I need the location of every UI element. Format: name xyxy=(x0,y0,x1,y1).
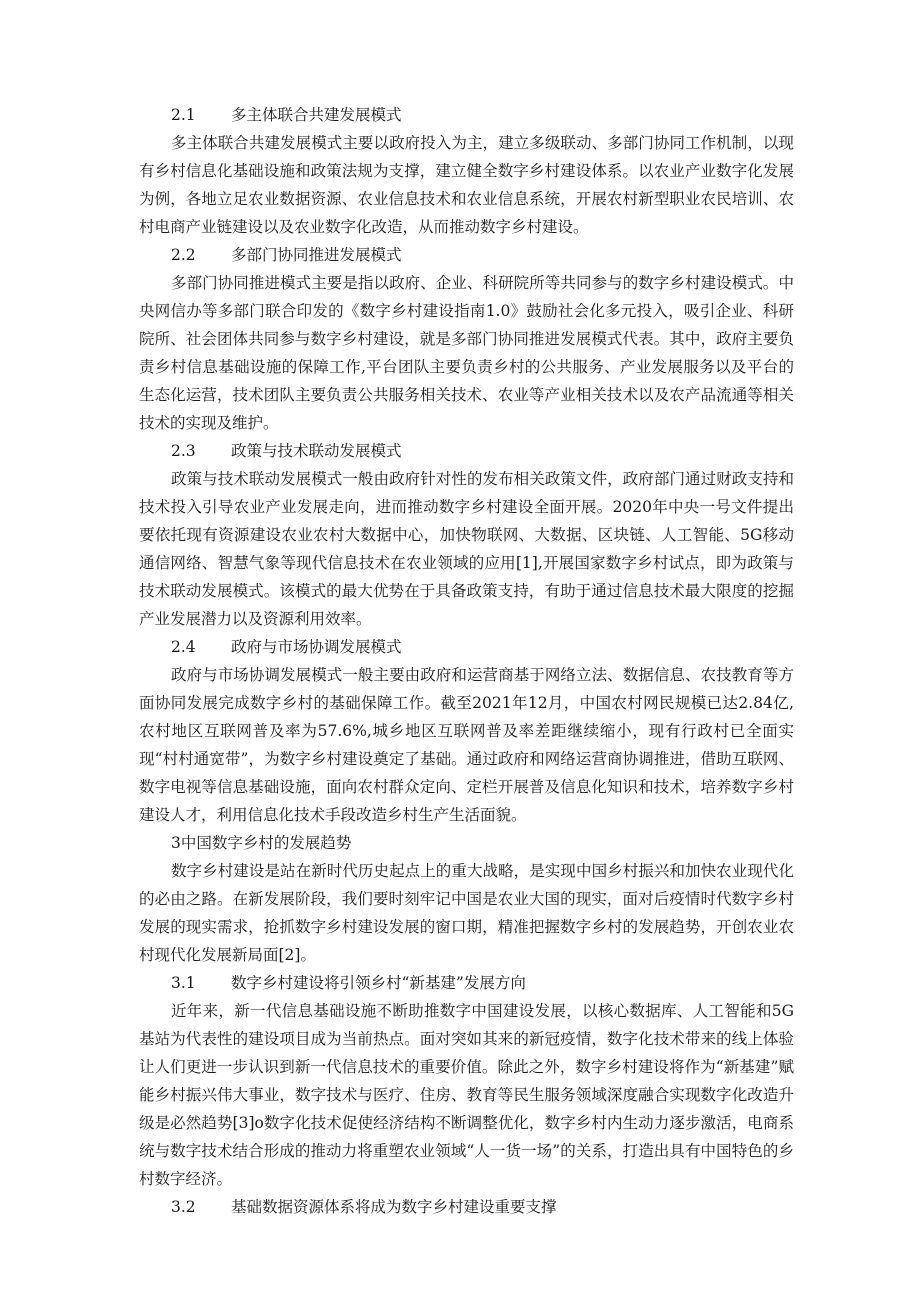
section-number: 2.1 xyxy=(171,106,196,124)
section-heading xyxy=(139,633,794,661)
section-2-2 xyxy=(139,241,794,437)
document-page xyxy=(139,101,794,1221)
chapter-heading xyxy=(139,829,794,857)
section-heading xyxy=(139,1193,794,1221)
section-paragraph: 数字乡村建设是站在新时代历史起点上的重大战略，是实现中国乡村振兴和加快农业现代化的必由之路。在新发展阶段，我们要时刻牢记中国是农业大国的现实，面对后疫情时代数字乡村发展的现实需求，抢抓数字乡村建设发展的窗口期，精准把握数字乡村的发展趋势，开创农业农村现代化发展新局面[2]。 xyxy=(139,862,794,964)
section-title: 政策与技术联动发展模式 xyxy=(231,442,402,460)
section-3-2 xyxy=(139,1193,794,1221)
section-title: 政府与市场协调发展模式 xyxy=(231,638,402,656)
chapter-title: 3中国数字乡村的发展趋势 xyxy=(171,834,352,852)
section-heading xyxy=(139,437,794,465)
section-2-1 xyxy=(139,101,794,241)
section-title: 多主体联合共建发展模式 xyxy=(231,106,402,124)
section-3-1 xyxy=(139,969,794,1193)
section-paragraph: 政策与技术联动发展模式一般由政府针对性的发布相关政策文件，政府部门通过财政支持和技术投入引导农业产业发展走向，进而推动数字乡村建设全面开展。2020年中央一号文件提出要依托现有资源建设农业农村大数据中心，加快物联网、大数据、区块链、人工智能、5G移动通信网络、智慧气象等现代信息技术在农业领域的应用[1],开展国家数字乡村试点，即为政策与技术联动发展模式。该模式的最大优势在于具备政策支持，有助于通过信息技术最大限度的挖掘产业发展潜力以及资源利用效率。 xyxy=(139,470,794,628)
section-number: 2.2 xyxy=(171,246,196,264)
section-paragraph: 多主体联合共建发展模式主要以政府投入为主，建立多级联动、多部门协同工作机制，以现有乡村信息化基础设施和政策法规为支撑，建立健全数字乡村建设体系。以农业产业数字化发展为例，各地立足农业数据资源、农业信息技术和农业信息系统，开展农村新型职业农民培训、农村电商产业链建设以及农业数字化改造，从而推动数字乡村建设。 xyxy=(139,134,794,236)
section-heading xyxy=(139,241,794,269)
section-3 xyxy=(139,829,794,969)
section-title: 数字乡村建设将引领乡村“新基建”发展方向 xyxy=(231,974,526,992)
section-number: 2.4 xyxy=(171,638,196,656)
section-heading xyxy=(139,969,794,997)
section-paragraph: 多部门协同推进模式主要是指以政府、企业、科研院所等共同参与的数字乡村建设模式。中央网信办等多部门联合印发的《数字乡村建设指南1.0》鼓励社会化多元投入，吸引企业、科研院所、社会团体共同参与数字乡村建设，就是多部门协同推进发展模式代表。其中，政府主要负责乡村信息基础设施的保障工作,平台团队主要负责乡村的公共服务、产业发展服务以及平台的生态化运营，技术团队主要负责公共服务相关技术、农业等产业相关技术以及农产品流通等相关技术的实现及维护。 xyxy=(139,274,794,432)
section-title: 多部门协同推进发展模式 xyxy=(231,246,402,264)
section-number: 3.2 xyxy=(171,1198,196,1216)
section-2-3 xyxy=(139,437,794,633)
section-number: 2.3 xyxy=(171,442,196,460)
section-heading xyxy=(139,101,794,129)
section-paragraph: 政府与市场协调发展模式一般主要由政府和运营商基于网络立法、数据信息、农技教育等方面协同发展完成数字乡村的基础保障工作。截至2021年12月，中国农村网民规模已达2.84亿,农村地区互联网普及率为57.6%,城乡地区互联网普及率差距继续缩小，现有行政村已全面实现“村村通宽带”，为数字乡村建设奠定了基础。通过政府和网络运营商协调推进，借助互联网、数字电视等信息基础设施，面向农村群众定向、定栏开展普及信息化知识和技术，培养数字乡村建设人才，利用信息化技术手段改造乡村生产生活面貌。 xyxy=(139,666,794,824)
section-2-4 xyxy=(139,633,794,829)
section-title: 基础数据资源体系将成为数字乡村建设重要支撑 xyxy=(231,1198,557,1216)
section-number: 3.1 xyxy=(171,974,196,992)
section-paragraph: 近年来，新一代信息基础设施不断助推数字中国建设发展，以核心数据库、人工智能和5G基站为代表性的建设项目成为当前热点。面对突如其来的新冠疫情，数字化技术带来的线上体验让人们更进一步认识到新一代信息技术的重要价值。除此之外，数字乡村建设将作为“新基建”赋能乡村振兴伟大事业，数字技术与医疗、住房、教育等民生服务领域深度融合实现数字化改造升级是必然趋势[3]o数字化技术促使经济结构不断调整优化，数字乡村内生动力逐步激活，电商系统与数字技术结合形成的推动力将重塑农业领域“人一货一场”的关系，打造出具有中国特色的乡村数字经济。 xyxy=(139,1002,794,1188)
